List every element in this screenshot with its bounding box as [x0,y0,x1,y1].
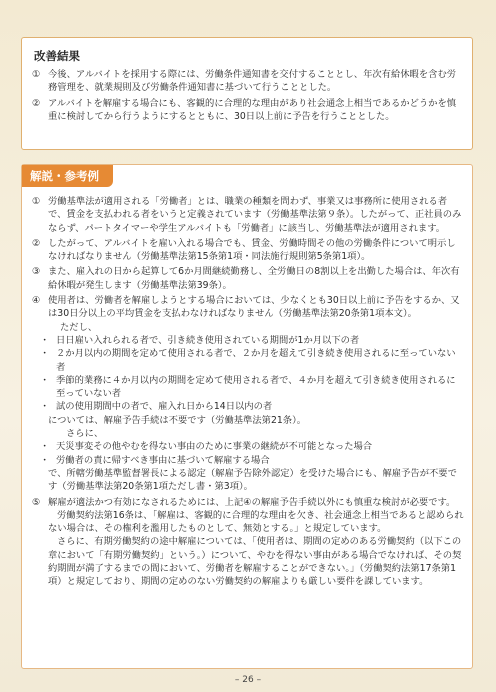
paragraph-marker: ③ [32,266,41,278]
paragraph-marker: ④ [32,295,41,307]
bullet-text: 季節的業務に４か月以内の期間を定めて使用される者で、４か月を超えて引き続き使用されるに至っていない者 [56,374,456,400]
labor-contract-act-17: さらに、有期労働契約の途中解雇については、「使用者は、期間の定めのある労働契約（以下この章において「有期労働契約」という。）について、やむを得ない事由がある場合でなければ、その契約期間が満了するまでの間において、労働者を解雇することができない。」（労働契約法第17条第1項）と規定しており、期間の定めのない労働契約の解雇よりも厳しい要件を課しています。 [48,536,462,588]
bullet-text: 試の使用期間中の者で、雇入れ日から14日以内の者 [56,401,273,413]
commentary-paragraph-5 [32,496,464,509]
commentary-header-wrap [22,165,464,187]
commentary-paragraph-3 [32,265,464,292]
bullet-text: 日日雇い入れられる者で、引き続き使用されている期間が1か月以下の者 [56,334,360,346]
labor-contract-act-16: 労働契約法第16条は、「解雇は、客観的に合理的な理由を欠き、社会通念上相当であると認められない場合は、その権利を濫用したものとして、無効とする。」と規定しています。 [48,509,464,535]
commentary-title: 解説・参考例 [22,165,113,187]
improvement-item-1 [32,68,462,95]
page-number: – 26 – [234,675,262,685]
item-marker: ② [32,97,41,109]
bullet-marker: ・ [40,334,50,346]
proviso-label: ただし、 [60,321,98,333]
bullet-text: 労働者の責に帰すべき事由に基づいて解雇する場合 [56,454,270,466]
exception-item-2 [32,347,464,374]
item-marker: ① [32,69,41,80]
bullet-text: 天災事変その他やむを得ない事由のために事業の継続が不可能となった場合 [56,441,373,453]
paragraph-text: また、雇入れの日から起算して6か月間継続勤務し、全労働日の8割以上を出勤した場合は、年次有給休暇が発生します（労働基準法第39条）。 [48,266,460,291]
commentary-paragraph-1 [32,195,464,235]
item-text: アルバイトを解雇する場合にも、客観的に合理的な理由があり社会通念上相当であるかどうかを慎重に検討してから行うようにするとともに、30日以上前に予告を行うこととした。 [48,97,457,122]
item-text: 今後、アルバイトを採用する際には、労働条件通知書を交付することとし、年次有給休暇を含む労務管理を、就業規則及び労働条件通知書に基づいて行うこととした。 [48,69,457,94]
improvement-results-title: 改善結果 [34,49,80,63]
exception-note-2: で、所轄労働基準監督署長による認定（解雇予告除外認定）を受けた場合にも、解雇予告が不要です（労働基準法第20条第1項ただし書・第3項）。 [48,467,457,493]
paragraph-text: したがって、アルバイトを雇い入れる場合でも、賃金、労働時間その他の労働条件について明示しなければなりません（労働基準法第15条第1項・同法施行規則第5条第1項）。 [48,237,456,263]
commentary-paragraph-2 [32,237,464,264]
paragraph-marker: ② [32,237,41,249]
paragraph-text: 労働基準法が適用される「労働者」とは、職業の種類を問わず、事業又は事務所に使用される者で、賃金を支払われる者をいうと定義されています（労働基準法第９条）。したがって、正社員のみならず、パートタイマーや学生アルバイトも「労働者」に該当し、労働基準法が適用されます。 [48,196,462,234]
exception-item-4 [32,400,464,413]
bullet-marker: ・ [40,374,50,386]
improvement-item-2 [32,97,462,124]
exception-note: については、解雇予告手続は不要です（労働基準法第21条）。 [48,414,307,426]
exception-item-6 [32,454,464,467]
paragraph-marker: ⑤ [32,496,41,508]
bullet-marker: ・ [40,401,50,413]
commentary-paragraph-4 [32,294,464,321]
exception-item-1 [32,334,464,347]
bullet-marker: ・ [40,441,50,453]
improvement-results-box [21,37,473,150]
paragraph-marker: ① [32,196,41,207]
bullet-marker: ・ [40,348,50,360]
paragraph-text: 解雇が適法かつ有効になされるためには、上記④の解雇予告手続以外にも慎重な検討が必要です。 [48,496,456,508]
bullet-marker: ・ [40,454,50,466]
furthermore-label: さらに、 [66,428,104,440]
commentary-box [21,164,473,669]
exception-item-3 [32,374,464,401]
exception-item-5 [32,440,464,453]
paragraph-text: 使用者は、労働者を解雇しようとする場合においては、少なくとも30日以上前に予告をするか、又は30日分以上の平均賃金を支払わなければなりません（労働基準法第20条第1項本文）。 [48,295,460,320]
bullet-text: ２か月以内の期間を定めて使用される者で、２か月を超えて引き続き使用されるに至っていない者 [56,348,456,373]
